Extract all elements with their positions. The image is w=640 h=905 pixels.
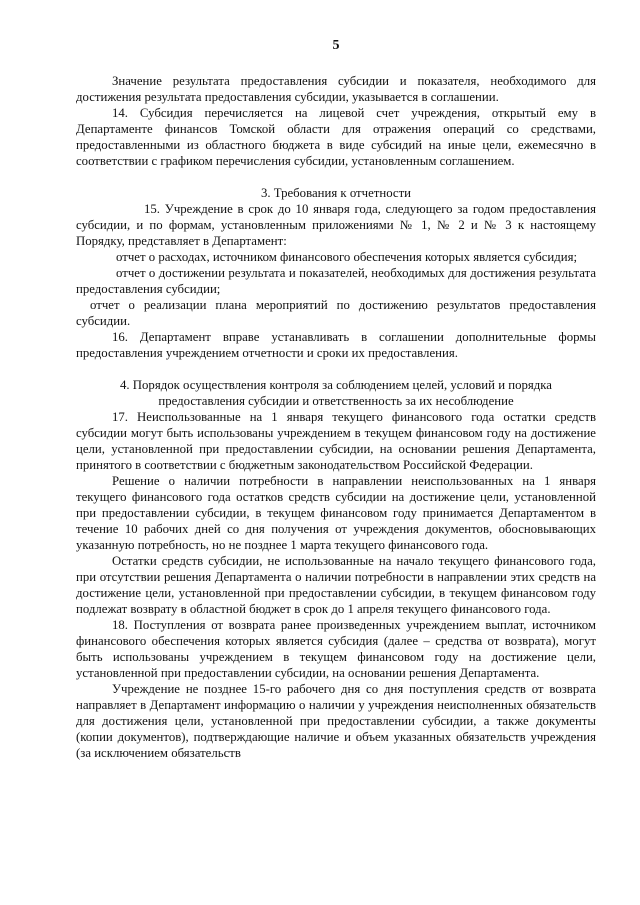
- document-body: [76, 73, 596, 761]
- section-3-title: 3. Требования к отчетности: [260, 186, 412, 200]
- paragraph-16: 16. Департамент вправе устанавливать в соглашении дополнительные формы предоставления учреждением отчетности и сроки их предоставления.: [76, 330, 596, 360]
- paragraph-15-item-plan-report: отчет о реализации плана мероприятий по достижению результатов предоставления субсидии.: [76, 298, 596, 328]
- page-number: 5: [332, 38, 340, 53]
- paragraph-18: 18. Поступления от возврата ранее произведенных учреждением выплат, источником финансового обеспечения которых является субсидия (далее – средства от возврата), могут быть использованы учреждением в текущем финансовом году на достижение цели, установленной при предоставлении субсидии, на основании решения Департамента.: [76, 618, 596, 680]
- paragraph-15: 15. Учреждение в срок до 10 января года, следующего за годом предоставления субсидии, и по формам, установленным приложениями № 1, № 2 и № 3 к настоящему Порядку, представляет в Департамент:: [76, 202, 596, 248]
- paragraph-17-remains: Остатки средств субсидии, не использованные на начало текущего финансового года, при отсутствии решения Департамента о наличии потребности в направлении этих средств на достижение цели, установленной при предоставлении субсидии, в текущем финансовом году подлежат возврату в областной бюджет в срок до 1 апреля текущего финансового года.: [76, 554, 596, 616]
- paragraph-18-institution: Учреждение не позднее 15-го рабочего дня со дня поступления средств от возврата направляет в Департамент информацию о наличии у учреждения неисполненных обязательств для достижения цели, установленной при предоставлении субсидии, а также документы (копии документов), подтверждающие наличие и объем указанных обязательств учреждения (за исключением обязательств: [76, 682, 596, 760]
- section-4-title-line-1: 4. Порядок осуществления контроля за соблюдением целей, условий и порядка: [120, 378, 552, 392]
- paragraph-17-decision: Решение о наличии потребности в направлении неиспользованных на 1 января текущего финансового года остатков средств субсидии на достижение цели, установленной при предоставлении субсидии, в текущем финансовом году принимается Департаментом в течение 10 рабочих дней со дня получения от учреждения документов, обосновывающих указанную потребность, но не позднее 1 марта текущего финансового года.: [76, 474, 596, 552]
- paragraph-14: 14. Субсидия перечисляется на лицевой счет учреждения, открытый ему в Департаменте финансов Томской области для отражения операций со средствами, предоставленными из областного бюджета в виде субсидий на иные цели, ежемесячно в соответствии с графиком перечисления субсидии, установленным соглашением.: [76, 106, 596, 168]
- paragraph-15-item-expenses-report: отчет о расходах, источником финансового обеспечения которых является субсидия;: [116, 250, 578, 264]
- paragraph-15-item-results-report: отчет о достижении результата и показателей, необходимых для достижения результата предоставления субсидии;: [76, 266, 596, 296]
- paragraph-17: 17. Неиспользованные на 1 января текущего финансового года остатки средств субсидии могут быть использованы учреждением в текущем финансовом году на достижение цели, установленной при предоставлении субсидии, на основании решения Департамента, принятого в соответствии с бюджетным законодательством Российской Федерации.: [76, 410, 596, 472]
- paragraph-result-indicator: Значение результата предоставления субсидии и показателя, необходимого для достижения результата предоставления субсидии, указывается в соглашении.: [76, 74, 596, 104]
- section-4-title-line-2: предоставления субсидии и ответственность за их несоблюдение: [158, 394, 514, 408]
